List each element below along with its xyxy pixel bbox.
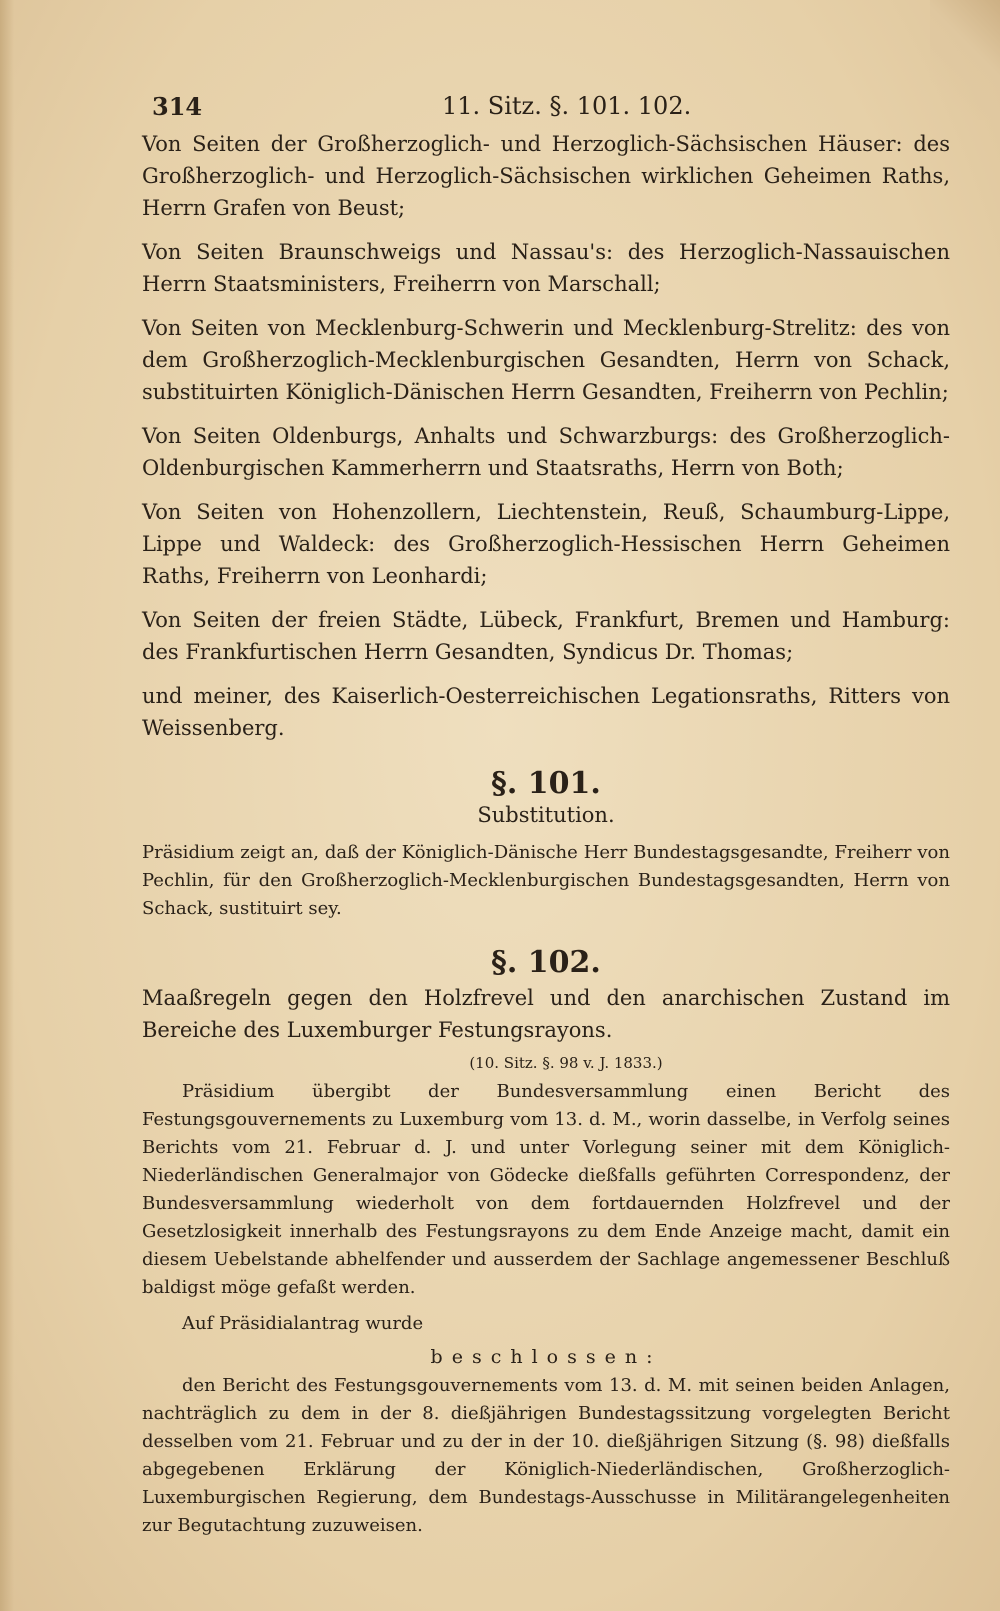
section-101-body: Präsidium zeigt an, daß der Königlich-Dänische Herr Bundestagsgesandte, Freiherr von Pechlin, für den Großherzoglich-Mecklenburgischen Bundestagsgesandten, Herrn von Schack, sustituirt sey. — [142, 842, 950, 919]
attendance-paragraph-5: Von Seiten von Hohenzollern, Liechtenstein, Reuß, Schaumburg-Lippe, Lippe und Waldeck: des Großherzoglich-Hessischen Herrn Geheimen Raths, Freiherrn von Leonhardi; — [142, 500, 950, 588]
section-102-resolved: beschlossen: — [430, 1346, 662, 1368]
page-content — [142, 92, 950, 1548]
running-head — [142, 92, 950, 128]
section-102-title: Maaßregeln gegen den Holzfrevel und den anarchischen Zustand im Bereiche des Luxemburger Festungsrayons. — [142, 986, 950, 1042]
attendance-paragraph-6: Von Seiten der freien Städte, Lübeck, Frankfurt, Bremen und Hamburg: des Frankfurtischen Herrn Gesandten, Syndicus Dr. Thomas; — [142, 608, 950, 664]
page-edge-shadow — [0, 0, 14, 1611]
running-title: 11. Sitz. §. 101. 102. — [442, 92, 692, 120]
section-102-number: §. 102. — [491, 945, 601, 980]
page-number: 314 — [152, 92, 203, 121]
attendance-paragraph-2: Von Seiten Braunschweigs und Nassau's: des Herzoglich-Nassauischen Herrn Staatsministers, Freiherrn von Marschall; — [142, 240, 950, 296]
attendance-paragraph-3: Von Seiten von Mecklenburg-Schwerin und Mecklenburg-Strelitz: des von dem Großherzoglich-Mecklenburgischen Gesandten, Herrn von Schack, substituirten Königlich-Dänischen Herrn Gesandten, Freiherrn von Pechlin; — [142, 316, 950, 404]
attendance-paragraph-7: und meiner, des Kaiserlich-Oesterreichischen Legationsraths, Ritters von Weissenberg. — [142, 684, 950, 740]
attendance-paragraph-4: Von Seiten Oldenburgs, Anhalts und Schwarzburgs: des Großherzoglich-Oldenburgischen Kammerherrn und Staatsraths, Herrn von Both; — [142, 424, 950, 480]
section-102-reference: (10. Sitz. §. 98 v. J. 1833.) — [469, 1054, 663, 1072]
section-101-number: §. 101. — [491, 766, 601, 801]
section-102-motion: Auf Präsidialantrag wurde — [182, 1313, 424, 1334]
section-102-resolution: den Bericht des Festungsgouvernements vom 13. d. M. mit seinen beiden Anlagen, nachträglich zu dem in der 8. dießjährigen Bundestagssitzung vorgelegten Bericht desselben vom 21. Februar und zu der in der 10. dießjährigen Sitzung (§. 98) dießfalls abgegebenen Erklärung der Königlich-Niederländischen, Großherzoglich-Luxemburgischen Regierung, dem Bundestags-Ausschusse in Militärangelegenheiten zur Begutachtung zuzuweisen. — [142, 1375, 950, 1536]
section-102-body: Präsidium übergibt der Bundesversammlung einen Bericht des Festungsgouvernements zu Luxemburg vom 13. d. M., worin dasselbe, in Verfolg seines Berichts vom 21. Februar d. J. und unter Vorlegung seiner mit dem Königlich-Niederländischen Generalmajor von Gödecke dießfalls geführten Correspondenz, der Bundesversammlung wiederholt von dem fortdauernden Holzfrevel und der Gesetzlosigkeit innerhalb des Festungsrayons zu dem Ende Anzeige macht, damit ein diesem Uebelstande abhelfender und ausserdem der Sachlage angemessener Beschluß baldigst möge gefaßt werden. — [142, 1081, 950, 1298]
attendance-paragraph-1: Von Seiten der Großherzoglich- und Herzoglich-Sächsischen Häuser: des Großherzoglich- und Herzoglich-Sächsischen wirklichen Geheimen Raths, Herrn Grafen von Beust; — [142, 132, 950, 220]
section-101-title: Substitution. — [477, 803, 615, 827]
